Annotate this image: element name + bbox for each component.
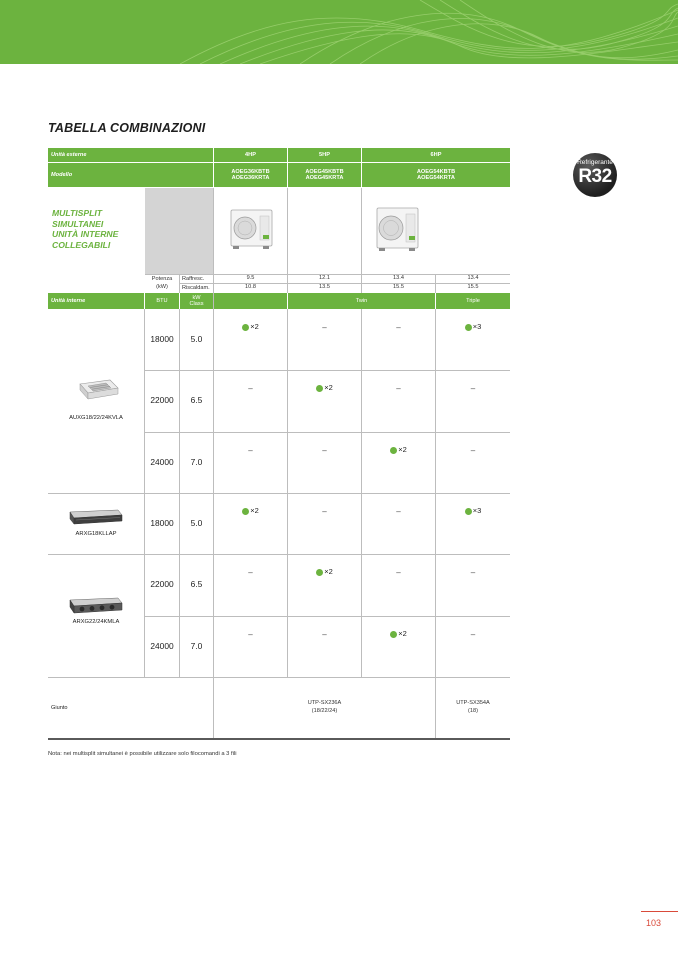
- heat-value: 13.5: [319, 284, 330, 291]
- kw-class-value: 7.0: [190, 640, 203, 651]
- btu-label: BTU: [145, 293, 179, 309]
- not-available-dash: –: [470, 567, 476, 577]
- not-available-dash: –: [248, 445, 253, 455]
- combination-cell: [214, 493, 287, 554]
- indoor-model-label: ARXG18KLLAP: [75, 531, 117, 537]
- combination-cell: [436, 616, 510, 677]
- btu-value: 22000: [150, 578, 174, 589]
- page-title: TABELLA COMBINAZIONI: [48, 121, 206, 135]
- multiplier-text: ×3: [472, 506, 482, 516]
- outdoor-unit-6hp-image: [376, 206, 420, 252]
- heat-value: 15.5: [467, 284, 479, 291]
- green-header-cell: [214, 293, 287, 309]
- green-dot-icon: [390, 447, 397, 454]
- refrigerant-label: Refrigerante: [577, 159, 613, 166]
- multiplier-text: ×2: [250, 322, 259, 332]
- combination-cell: [436, 554, 510, 615]
- not-available-dash: –: [396, 506, 401, 516]
- green-dot-icon: [316, 569, 323, 576]
- combination-cell: [436, 370, 510, 431]
- combination-cell: [436, 493, 510, 554]
- combination-cell: [214, 554, 287, 615]
- not-available-dash: –: [248, 629, 253, 639]
- kw-class-value: 7.0: [190, 456, 203, 467]
- wave-pattern: [0, 0, 678, 64]
- kw-class-value: 6.5: [190, 394, 203, 405]
- kw-class-value: 6.5: [190, 578, 203, 589]
- combination-cell: [288, 493, 361, 554]
- multiplier-text: ×2: [398, 445, 407, 455]
- combination-quantity: [242, 507, 259, 516]
- cool-value: 12.1: [319, 275, 330, 282]
- twin-label: Twin: [288, 293, 435, 309]
- multiplier-text: ×2: [324, 383, 333, 393]
- cool-value: 13.4: [467, 275, 479, 282]
- multiplier-text: ×3: [472, 322, 482, 332]
- model-5hp: AOEG45KBTB AOEG45KRTA: [288, 163, 361, 187]
- hp-4: 4HP: [214, 148, 287, 162]
- hp-5: 5HP: [288, 148, 361, 162]
- kw-class-value: 5.0: [190, 333, 203, 344]
- not-available-dash: –: [396, 322, 401, 332]
- combination-quantity: [390, 446, 407, 455]
- combination-quantity: [390, 630, 407, 639]
- combination-cell: [214, 616, 287, 677]
- footnote: Nota: nei multisplit simultanei è possibile utilizzare solo filocomandi a 3 fili: [48, 751, 237, 757]
- combination-cell: [288, 554, 361, 615]
- not-available-dash: –: [470, 629, 476, 639]
- green-dot-icon: [316, 385, 323, 392]
- combination-cell: [214, 309, 287, 370]
- combination-cell: [288, 616, 361, 677]
- indoor-model-label: ARXG22/24KMLA: [72, 619, 120, 625]
- not-available-dash: –: [322, 629, 327, 639]
- green-dot-icon: [465, 508, 472, 515]
- btu-value: 18000: [150, 333, 174, 344]
- btu-value: 24000: [150, 640, 174, 651]
- combination-cell: [214, 432, 287, 493]
- not-available-dash: –: [396, 567, 401, 577]
- model-label: Modello: [48, 163, 213, 187]
- ducted-unit-large-image: [66, 594, 124, 616]
- joint-twin: UTP-SX236A (18/22/24): [307, 700, 342, 714]
- model-6hp: AOEG54KBTB AOEG54KRTA: [362, 163, 510, 187]
- combination-quantity: [242, 323, 259, 332]
- combination-cell: [288, 432, 361, 493]
- btu-value: 22000: [150, 394, 174, 405]
- combination-cell: [362, 370, 435, 431]
- combination-quantity: [316, 384, 333, 393]
- grid-line: [145, 274, 510, 275]
- not-available-dash: –: [322, 506, 327, 516]
- heat-value: 10.8: [245, 284, 256, 291]
- cassette-unit-image: [76, 376, 120, 404]
- combination-cell: [288, 370, 361, 431]
- not-available-dash: –: [322, 445, 327, 455]
- grid-line: [361, 188, 362, 293]
- outdoor-units-label: Unità esterne: [48, 148, 213, 162]
- outdoor-unit-image: [230, 208, 274, 250]
- multiplier-text: ×2: [250, 506, 259, 516]
- shaded-cell: [145, 188, 213, 274]
- multiplier-text: ×2: [324, 567, 333, 577]
- not-available-dash: –: [396, 383, 401, 393]
- combination-quantity: [316, 568, 333, 577]
- table-bottom-rule: [48, 738, 510, 740]
- combination-cell: [362, 432, 435, 493]
- combination-quantity: [465, 323, 482, 332]
- cool-value: 9.5: [246, 275, 255, 282]
- indoor-model-label: AUXG18/22/24KVLA: [69, 415, 123, 421]
- refrigerant-badge: [573, 153, 617, 197]
- combination-cell: [362, 616, 435, 677]
- combination-cell: [362, 554, 435, 615]
- not-available-dash: –: [322, 322, 327, 332]
- heat-value: 15.5: [393, 284, 404, 291]
- not-available-dash: –: [470, 445, 476, 455]
- combination-table: [48, 148, 510, 739]
- kw-class-value: 5.0: [190, 517, 203, 528]
- model-4hp: AOEG36KBTB AOEG36KRTA: [214, 163, 287, 187]
- green-dot-icon: [242, 508, 249, 515]
- combination-cell: [362, 493, 435, 554]
- refrigerant-value: R32: [578, 166, 612, 187]
- hp-6: 6HP: [362, 148, 510, 162]
- cooling-label: Raffresc.: [182, 275, 205, 282]
- combination-cell: [214, 370, 287, 431]
- kw-class-label: kW Class: [180, 293, 213, 309]
- power-label: Potenza (kW): [151, 276, 173, 290]
- combination-cell: [436, 432, 510, 493]
- grid-line: [179, 283, 510, 284]
- multiplier-text: ×2: [398, 629, 407, 639]
- combination-cell: [362, 309, 435, 370]
- grid-line: [48, 677, 510, 678]
- multisplit-title: MULTISPLIT SIMULTANEI UNITÀ INTERNE COLLEGABILI: [52, 208, 119, 250]
- indoor-units-label: Unità interne: [48, 293, 144, 309]
- ducted-unit-image: [66, 506, 124, 528]
- combination-cell: [436, 309, 510, 370]
- green-dot-icon: [390, 631, 397, 638]
- joint-label: Giunto: [51, 705, 68, 711]
- triple-label: Triple: [436, 293, 510, 309]
- page-number: 103: [646, 918, 662, 928]
- not-available-dash: –: [248, 383, 253, 393]
- cool-value: 13.4: [393, 275, 404, 282]
- btu-value: 18000: [150, 517, 174, 528]
- btu-value: 24000: [150, 456, 174, 467]
- grid-line: [287, 188, 288, 293]
- green-dot-icon: [242, 324, 249, 331]
- combination-quantity: [465, 507, 482, 516]
- combination-cell: [288, 309, 361, 370]
- not-available-dash: –: [470, 383, 476, 393]
- not-available-dash: –: [248, 567, 253, 577]
- page-number-rule: [641, 911, 678, 912]
- heating-label: Riscaldam.: [182, 284, 210, 291]
- header-banner: [0, 0, 678, 64]
- green-dot-icon: [465, 324, 472, 331]
- joint-triple: UTP-SX354A (18): [456, 700, 490, 714]
